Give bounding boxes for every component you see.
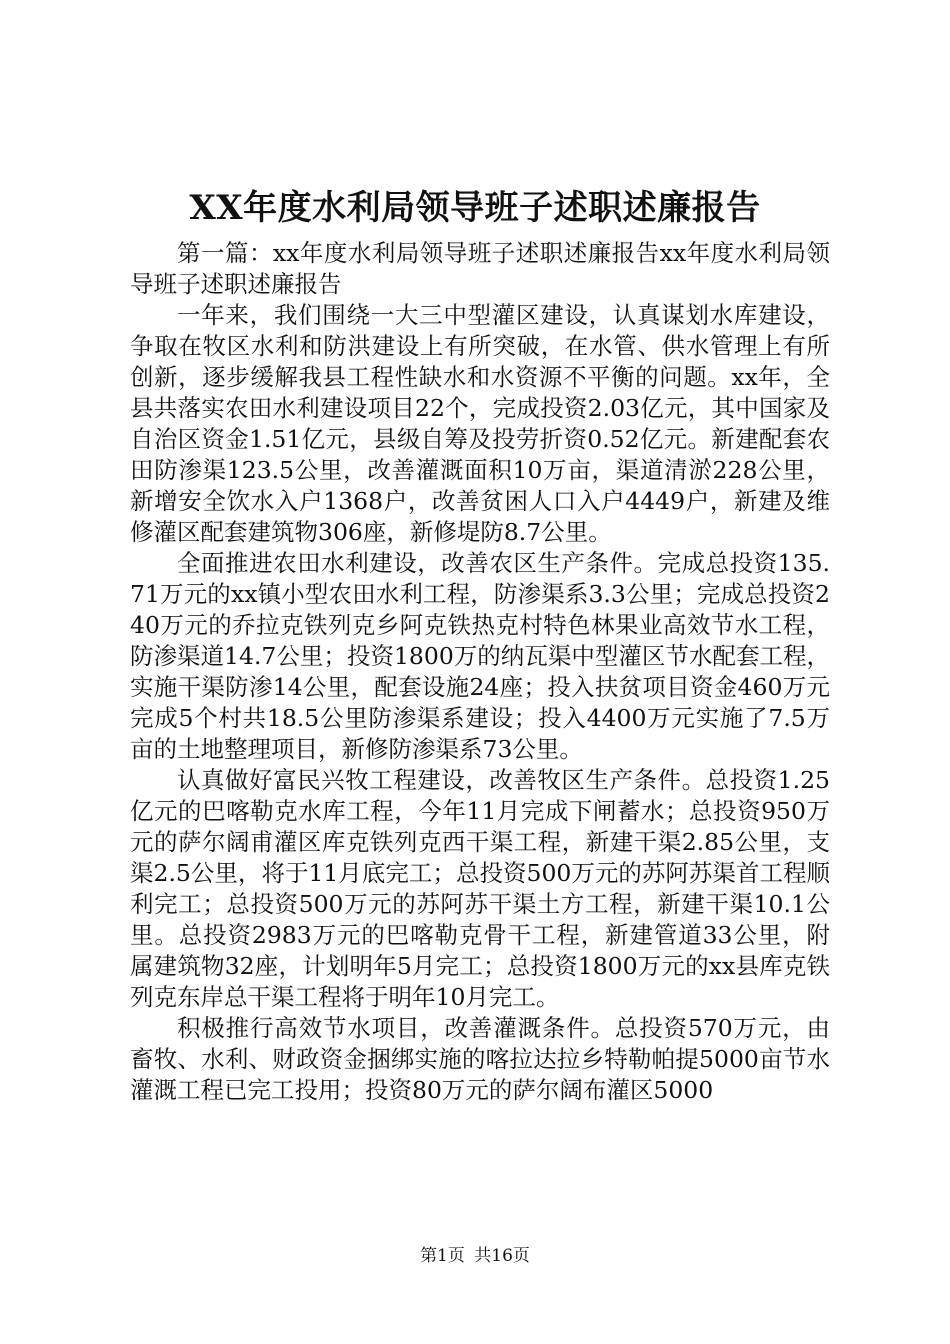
paragraph: 第一篇：xx年度水利局领导班子述职述廉报告xx年度水利局领导班子述职述廉报告 (130, 239, 830, 298)
document-title: XX年度水利局领导班子述职述廉报告 (189, 188, 761, 228)
paragraph: 一年来，我们围绕一大三中型灌区建设，认真谋划水库建设，争取在牧区水利和防洪建设上有所突破，在水管、供水管理上有所创新，逐步缓解我县工程性缺水和水资源不平衡的问题。xx年，全县共落实农田水利建设项目22个，完成投资2.03亿元，其中国家及自治区资金1.51亿元，县级自筹及投劳折资0.52亿元。新建配套农田防渗渠123.5公里，改善灌溉面积10万亩，渠道清淤228公里，新增安全饮水入户1368户，改善贫困人口入户4449户，新建及维修灌区配套建筑物306座，新修堤防8.7公里。 (130, 301, 830, 546)
paragraph: 认真做好富民兴牧工程建设，改善牧区生产条件。总投资1.25亿元的巴喀勒克水库工程，今年11月完成下闸蓄水；总投资950万元的萨尔阔甫灌区库克铁列克西干渠工程，新建干渠2.85公里，支渠2.5公里，将于11月底完工；总投资500万元的苏阿苏渠首工程顺利完工；总投资500万元的苏阿苏干渠土方工程，新建干渠10.1公里。总投资2983万元的巴喀勒克骨干工程，新建管道33公里，附属建筑物32座，计划明年5月完工；总投资1800万元的xx县库克铁列克东岸总干渠工程将于明年10月完工。 (130, 766, 830, 1011)
page-footer: 第1页 共16页 (420, 1246, 530, 1266)
document-body (130, 238, 830, 1106)
paragraph: 全面推进农田水利建设，改善农区生产条件。完成总投资135.71万元的xx镇小型农田水利工程，防渗渠系3.3公里；完成总投资240万元的乔拉克铁列克乡阿克铁热克村特色林果业高效节水工程，防渗渠道14.7公里；投资1800万的纳瓦渠中型灌区节水配套工程，实施干渠防渗14公里，配套设施24座；投入扶贫项目资金460万元完成5个村共18.5公里防渗渠系建设；投入4400万元实施了7.5万亩的土地整理项目，新修防渗渠系73公里。 (130, 549, 830, 763)
paragraph: 积极推行高效节水项目，改善灌溉条件。总投资570万元，由畜牧、水利、财政资金捆绑实施的喀拉达拉乡特勒帕提5000亩节水灌溉工程已完工投用；投资80万元的萨尔阔布灌区5000 (130, 1014, 830, 1104)
